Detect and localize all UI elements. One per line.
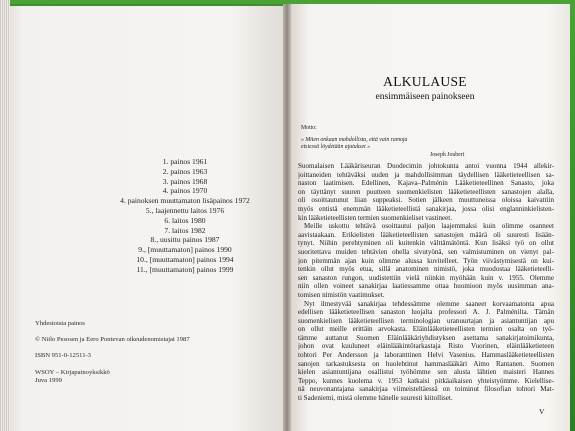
motto-quote	[301, 137, 536, 152]
body-line: oli osoittautunut liian suppeaksi. Sotien jälkeen muuttuneissa oloissa kaivattiin	[298, 196, 554, 205]
page-subtitle: ensimmäiseen painokseen	[375, 92, 475, 102]
edition-line: 4. painoksen muuttamaton lisäpainos 1972	[120, 196, 250, 206]
editions-list	[92, 157, 278, 275]
body-line: ti Sadeniemi, mistä olemme hänelle suuresti kiitolliset.	[298, 394, 453, 403]
book-gutter	[283, 4, 291, 431]
preface-body	[298, 162, 554, 403]
page-edges	[0, 0, 10, 431]
edition-line: 3. painos 1968	[162, 176, 208, 186]
body-line: niin ollen voineet sanakirjaa laatiessamme ottaa huomioon myös uusimman ana-	[298, 282, 554, 291]
body-line: aavistaakaan. Erikielisten lääketieteellisten sanastojen määrä oli suuresti lisään-	[298, 230, 554, 239]
page-title: ALKULAUSE	[383, 74, 467, 89]
body-line: sanojen tarkastuksesta on huolehtinut hammaslääkäri Aimo Rantanen. Suomen	[298, 359, 554, 368]
isbn-line: ISBN 951-0-12511-3	[35, 352, 91, 360]
body-line: suoritettava muiden tehtävien ohella sivutyönä, sen valmistuminen on vienyt pal-	[298, 247, 554, 256]
body-line: nä neuvonantajana sanakirjaa viimeisteltäessä on toiminut filosofian tohtori Mat-	[298, 385, 554, 394]
edition-line: 5., laajennettu laitos 1976	[145, 205, 225, 215]
place-year-line: Juva 1999	[35, 376, 62, 384]
body-line: tynyt. Niihin perehtyminen oli kuitenkin välttämätöntä. Kun lisäksi työ on ollut	[298, 239, 554, 248]
body-line: kin lääketieteellisten termien suomenkieliset vastineet.	[298, 213, 453, 222]
body-line: Suomalaisen Lääkäriseuran Duodecimin johtokunta antoi vuonna 1944 allekir-	[298, 162, 554, 170]
body-line: jon pitemmän ajan kuin olimme alussa kuvitelleet. Työn viivästymisestä on kui-	[298, 256, 554, 265]
page-number: V	[539, 407, 545, 416]
motto-label: Motto:	[301, 125, 317, 131]
body-line: tämme auttanut Suomen Eläinlääkäriyhdistyksen asettama sanakirjatoimikunta,	[298, 333, 554, 342]
imprint-block	[35, 320, 275, 385]
edition-line: 4. painos 1970	[162, 186, 208, 196]
body-line: naston laatimisen. Edellinen, Kajava–Palménin Lääketieteellinen Sanasto, joka	[298, 179, 554, 188]
edition-line: 6. laitos 1980	[164, 215, 206, 225]
copyright-line: © Niilo Pesosen ja Eero Pontevan oikeudenomistajat 1987	[35, 336, 190, 344]
printing-line: Yhdestoista painos	[35, 320, 85, 327]
body-line: edellisen lääketieteellisen sanaston luojalta professori A. J. Palménilta. Tämän	[298, 308, 554, 317]
body-line: Nyt ilmestyvää sanakirjaa tehdessämme olemme saaneet korvaamatonta apua	[304, 299, 554, 308]
body-line: myös entistä enemmän lääketieteellistä sanakirjaa, jossa olisi englanninkielisten-	[298, 204, 554, 213]
motto-line: etsiessä löydetään ajatukset »	[301, 144, 371, 151]
body-line: kielen asiantuntijana osallistui työhömme sen alusta lähtien maisteri Hannes	[298, 368, 554, 377]
edition-line: 11., [muuttamaton] painos 1999	[136, 264, 234, 274]
edition-line: 7. laitos 1982	[164, 225, 206, 235]
edition-line: 10., [muuttamaton] painos 1994	[136, 254, 234, 264]
body-line: on täyttänyt suuren puutteen suomenkielisten lääketieteellisten sanastojen alalla,	[298, 187, 554, 196]
motto-line: » Miten onkaan mahdollista, että vain ramoja	[301, 137, 408, 143]
body-line: suomenkielisen lääketieteellisen terminologian uranuurtajan ja asiantuntijan apu	[298, 316, 554, 325]
motto-author: Joseph Joubert	[430, 152, 465, 158]
body-line: sen sanaston rungon, uudistettiin vielä niinkin myöhään kuin v. 1955. Olemme	[298, 273, 554, 282]
edition-line: 8., uusittu painos 1987	[150, 235, 220, 245]
edition-line: 9., [muuttamaton] painos 1990	[138, 245, 232, 255]
body-line: on ollut meille erittäin arvokasta. Eläinlääketieteellisten termien osalta on työ-	[298, 325, 554, 334]
body-line: tohtori Per Andersson ja laboranttinen Helvi Vasenius. Hammaslääketieteellisten	[298, 351, 554, 360]
printer-line: WSOY – Kirjapainoyksikkö	[35, 368, 110, 376]
edition-line: 2. painos 1963	[162, 166, 208, 176]
edition-line: 1. painos 1961	[162, 157, 208, 166]
body-line: joittaneiden tehtäväksi uuden ja mahdollisimman täydellisen lääketieteellisen sa-	[298, 170, 554, 179]
body-line: tenkin ollut myös etua, sillä anatominen nimistö, joka muodostaa lääketieteelli-	[298, 265, 554, 274]
body-line: johon ovat kuuluneet eläinlääkintötarkastaja Risto Vuorinen, eläinlääketieteen	[298, 342, 554, 351]
body-line: Teppo, kunnes kuolema v. 1953 katkaisi pitkäaikaisen yhteistyömme. Kielellise-	[298, 376, 554, 385]
body-line: Meille uskottu tehtävä osoittautui paljon laajemmaksi kuin olimme osanneet	[304, 222, 554, 231]
body-line: tomisen nimistön vaatimukset.	[298, 290, 385, 299]
